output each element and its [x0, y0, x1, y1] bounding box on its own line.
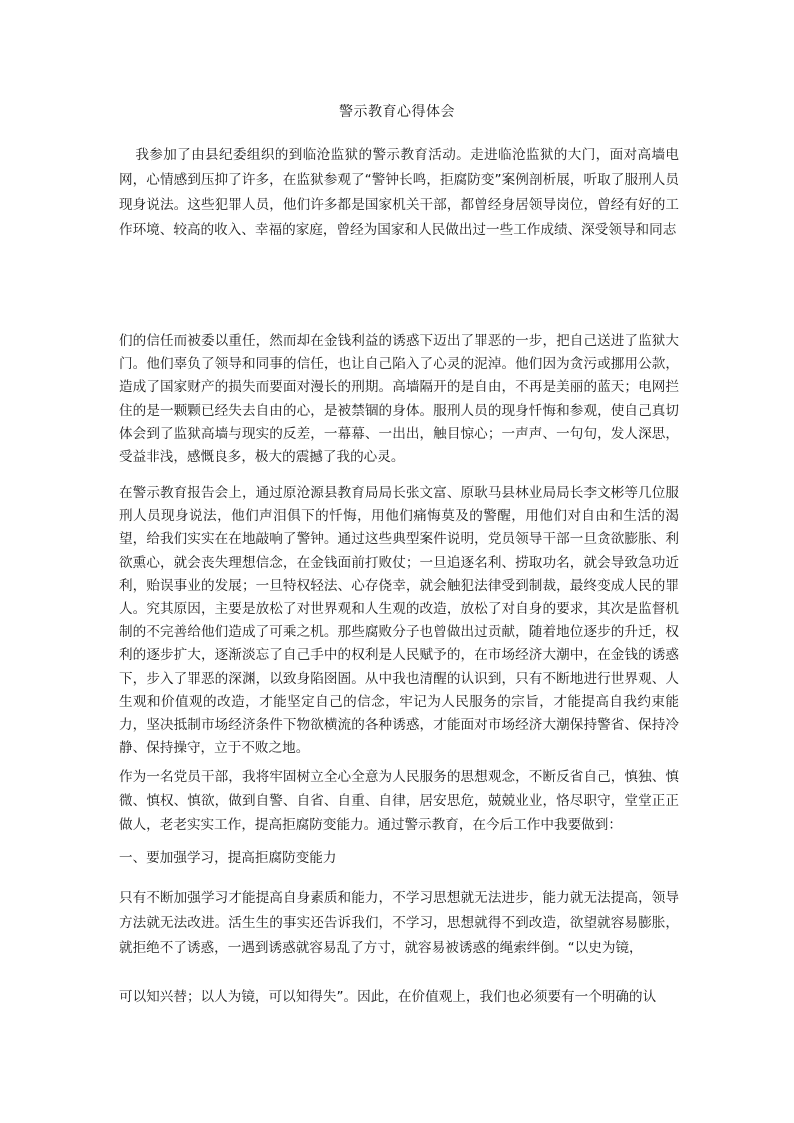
paragraph-party-member: 作为一名党员干部，我将牢固树立全心全意为人民服务的思想观念，不断反省自己，慎独、慎微、慎权、慎欲，做到自警、自省、自重、自律，居安思危，兢兢业业，恪尽职守，堂堂正正做人，老老实实工作，提高拒腐防变能力。通过警示教育，在今后工作中我要做到：	[119, 769, 679, 833]
paragraph-report-meeting: 在警示教育报告会上，通过原沧源县教育局局长张文富、原耿马县林业局局长李文彬等几位服刑人员现身说法，他们声泪俱下的忏悔，用他们痛悔莫及的警醒，用他们对自由和生活的渴望，给我们实实在在地敲响了警钟。通过这些典型案件说明，党员领导干部一旦贪欲膨胀、利欲熏心，就会丧失理想信念，在金钱面前打败仗；一旦追逐名利、捞取功名，就会导致急功近利，贻误事业的发展；一旦特权轻法、心存侥幸，就会触犯法律受到制裁，最终变成人民的罪人。究其原因，主要是放松了对世界观和人生观的改造，放松了对自身的要求，其次是监督机制的不完善给他们造成了可乘之机。那些腐败分子也曾做出过贡献，随着地位逐步的升迁，权利的逐步扩大，逐渐淡忘了自己手中的权利是人民赋予的，在市场经济大潮中，在金钱的诱惑下，步入了罪恶的深渊，以致身陷囹圄。从中我也清醒的认识到，只有不断地进行世界观、人生观和价值观的改造，才能坚定自己的信念，牢记为人民服务的宗旨，才能提高自我约束能力，坚决抵制市场经济条件下物欲横流的各种诱惑，才能面对市场经济大潮保持警省、保持冷静、保持操守，立于不败之地。	[119, 485, 679, 757]
document-title: 警示教育心得体会	[339, 104, 455, 120]
paragraph-history-mirror: 可以知兴替；以人为镜，可以知得失”。因此，在价值观上，我们也必须要有一个明确的认	[119, 989, 657, 1005]
paragraph-continuation: 们的信任而被委以重任，然而却在金钱利益的诱惑下迈出了罪恶的一步，把自己送进了监狱大门。他们辜负了领导和同事的信任，也让自己陷入了心灵的泥淖。他们因为贪污或挪用公款，造成了国家财产的损失而要面对漫长的刑期。高墙隔开的是自由，不再是美丽的蓝天；电网拦住的是一颗颗已经失去自由的心，是被禁锢的身体。服刑人员的现身忏悔和参观，使自己真切体会到了监狱高墙与现实的反差，一幕幕、一出出，触目惊心；一声声、一句句，发人深思，受益非浅，感慨良多，极大的震撼了我的心灵。	[119, 333, 679, 466]
section-heading-study: 一、要加强学习，提高拒腐防变能力	[119, 850, 337, 866]
paragraph-intro: 我参加了由县纪委组织的到临沧监狱的警示教育活动。走进临沧监狱的大门，面对高墙电网，心情感到压抑了许多，在监狱参观了“警钟长鸣，拒腐防变”案例剖析展，听取了服刑人员现身说法。这些犯罪人员，他们许多都是国家机关干部，都曾经身居领导岗位，曾经有好的工作环境、较高的收入、幸福的家庭，曾经为国家和人民做出过一些工作成绩、深受领导和同志	[119, 147, 679, 238]
paragraph-study: 只有不断加强学习才能提高自身素质和能力，不学习思想就无法进步，能力就无法提高，领导方法就无法改进。活生生的事实还告诉我们，不学习，思想就得不到改造，欲望就容易膨胀，就拒绝不了诱惑，一遇到诱惑就容易乱了方寸，就容易被诱惑的绳索绊倒。“以史为镜，	[119, 890, 679, 956]
